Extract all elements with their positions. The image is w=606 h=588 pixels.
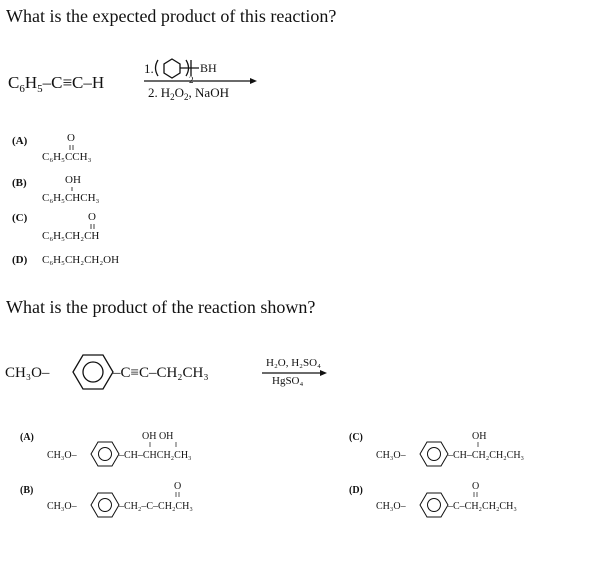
option-formula: C₆H₅CH₂CH₂OH — [42, 254, 120, 266]
option-label: (A) — [12, 135, 28, 147]
q2-reactant-methoxy: CH₃O– — [5, 365, 50, 381]
option-label: (B) — [12, 177, 27, 189]
option-chain: –CH–CHCH₂CH₃ — [119, 450, 192, 461]
option-formula: C₆H₅CHCH₃ — [42, 192, 100, 204]
option-chain: –CH–CH₂CH₂CH₃ — [448, 450, 525, 461]
question-1-prompt: What is the expected product of this reaction? — [6, 6, 337, 26]
option-methoxy: CH₃O– — [47, 501, 77, 512]
hydroxyl-groups: OH OH — [142, 431, 174, 442]
q1-reagent-1-subscript: 2 — [189, 75, 194, 85]
option-methoxy: CH₃O– — [376, 450, 406, 461]
option-label: (D) — [12, 254, 28, 266]
option-formula: C₆H₅CCH₃ — [42, 151, 92, 163]
q1-reactant: $C_6H_5-C\equiv C-H$ — [8, 73, 105, 95]
q2-reagent-top: H₂O, H₂SO₄ — [266, 357, 321, 369]
q1-reaction — [8, 59, 257, 102]
option-chain: –C–CH₂CH₂CH₃ — [448, 501, 517, 512]
q1-option-b[interactable] — [12, 174, 100, 204]
q2-option-a[interactable] — [20, 431, 192, 466]
option-label: (B) — [20, 485, 34, 496]
q1-option-d[interactable] — [12, 254, 119, 266]
carbonyl-oxygen: O — [472, 481, 480, 492]
q1-reagent-1-number: 1. — [144, 61, 154, 76]
option-methoxy: CH₃O– — [376, 501, 406, 512]
q2-reagent-bottom: HgSO₄ — [272, 375, 304, 387]
q1-option-a[interactable] — [12, 132, 92, 163]
q2-reaction — [5, 355, 327, 389]
q1-option-c[interactable] — [12, 211, 99, 242]
carbonyl-oxygen: O — [88, 211, 96, 223]
option-formula: C₆H₅CH₂CH — [42, 230, 100, 242]
q1-reagent-2: 2. $H_2O_2$, NaOH — [148, 85, 229, 102]
q2-option-d[interactable] — [349, 481, 517, 517]
q2-arrow-head-icon — [320, 370, 327, 376]
benzene-ring-icon — [420, 493, 448, 517]
q1-arrow-head-icon — [250, 78, 257, 84]
option-label: (C) — [349, 432, 363, 443]
carbonyl-oxygen: O — [174, 481, 182, 492]
q2-option-b[interactable] — [20, 481, 193, 517]
q2-reactant-alkyne: –C≡C–CH₂CH₃ — [113, 365, 209, 381]
hydroxyl-group: OH — [472, 431, 487, 442]
benzene-ring-icon — [91, 493, 119, 517]
benzene-ring-icon — [73, 355, 113, 389]
q2-option-c[interactable] — [349, 431, 524, 466]
q1-reagent-1-borane: BH — [200, 61, 217, 75]
carbonyl-oxygen: O — [67, 132, 75, 144]
hydroxyl-group: OH — [65, 174, 81, 186]
option-chain: –CH₂–C–CH₂CH₃ — [119, 501, 193, 512]
option-label: (A) — [20, 432, 34, 443]
question-2-prompt: What is the product of the reaction shown? — [6, 297, 316, 317]
option-label: (C) — [12, 212, 28, 224]
option-methoxy: CH₃O– — [47, 450, 77, 461]
benzene-ring-icon — [420, 442, 448, 466]
benzene-ring-icon — [91, 442, 119, 466]
option-label: (D) — [349, 485, 363, 496]
